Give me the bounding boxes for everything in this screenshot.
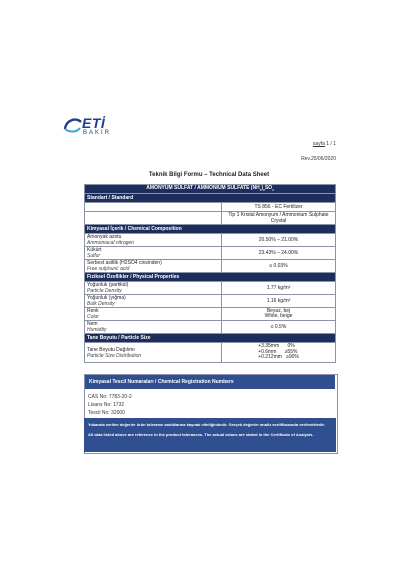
notes-box bbox=[84, 418, 336, 452]
page-number: sayfa 1 / 1 bbox=[312, 141, 336, 147]
row-label-tr: Kükürt bbox=[87, 247, 102, 253]
table-row bbox=[85, 321, 336, 334]
row-value: 20.50% – 21.00% bbox=[222, 234, 336, 247]
row-value: Beyaz, bej White, beige bbox=[264, 307, 293, 319]
row-label-tr: Tane Boyutu Dağılımı bbox=[87, 346, 135, 353]
standard-value: Tip 1 Kristal Amonyum / Ammonium Sulphate Crystal bbox=[222, 212, 336, 225]
row-label-en: Color bbox=[87, 314, 99, 320]
row-label-en: Bulk Density bbox=[87, 301, 115, 307]
row-label-en: Ammoniacal nitrogen bbox=[87, 240, 134, 246]
logo-subtitle: BAKIR bbox=[83, 130, 112, 136]
table-row bbox=[85, 234, 336, 247]
row-label-en: Sulfur bbox=[87, 253, 101, 259]
table-row bbox=[85, 212, 336, 225]
product-title: AMONYUM SÜLFAT / AMMONIUM SULFATE $(NH_4)_2SO_4$ bbox=[85, 185, 336, 194]
table-row bbox=[85, 282, 336, 295]
row-value: 23.43% – 24.00% bbox=[222, 247, 336, 260]
logo-wordmark: ETİ bbox=[82, 115, 106, 131]
cas-number: CAS No: 7783-20-2 bbox=[88, 394, 132, 400]
row-label-tr: Yoğunluk (yığma) bbox=[87, 295, 126, 301]
note-tr: Yukarıda verilen değerler ürün toleransı aralıklarına kaynak niteliğindedir. Gerçek değerler analiz sertifikasında verilmektedir. bbox=[88, 422, 325, 427]
row-value: ≤ 0.03% bbox=[222, 260, 336, 273]
table-row bbox=[85, 343, 336, 363]
document-title: Teknik Bilgi Formu – Technical Data Sheet bbox=[148, 172, 270, 178]
registration-number: Tescil No: 32000 bbox=[88, 410, 125, 416]
registration-header: Kimyasal Tescil Numaraları / Chemical Registration Numbers bbox=[85, 375, 335, 389]
section-particle: Tane Boyutu / Particle Size bbox=[85, 334, 336, 343]
row-label-tr: Nem bbox=[87, 321, 98, 327]
table-row bbox=[85, 247, 336, 260]
section-standard: Standart / Standard bbox=[85, 194, 336, 203]
row-label-tr: Renk bbox=[87, 308, 99, 314]
row-label-tr: Yoğunluk (partikül) bbox=[87, 282, 129, 288]
row-label-en: Humidity bbox=[87, 327, 107, 333]
row-label-en: Free sulphuric acid bbox=[87, 266, 130, 272]
revision-date: Rev.25/06/2020 bbox=[301, 156, 336, 162]
row-value: ≤ 0.5% bbox=[222, 321, 336, 334]
data-sheet-table bbox=[84, 184, 336, 363]
row-value: 1.16 kg/m³ bbox=[222, 295, 336, 308]
standard-value: TS 856 - EC Fertilizer bbox=[222, 203, 336, 212]
row-label-tr: Amonyak azotu bbox=[87, 234, 122, 240]
row-value: 1.77 kg/m³ bbox=[222, 282, 336, 295]
table-row bbox=[85, 295, 336, 308]
table-row bbox=[85, 308, 336, 321]
row-label-en: Particle Density bbox=[87, 288, 122, 294]
table-row bbox=[85, 260, 336, 273]
row-label-tr: Serbest asitlik (H2SO4 cinsinden) bbox=[87, 260, 162, 266]
table-row bbox=[85, 203, 336, 212]
license-number: Lisans No: 1732 bbox=[88, 402, 125, 408]
row-value: +3.35mm 0% +0.6mm ≥55% +0.212mm ≥90% bbox=[258, 343, 299, 361]
row-label-en: Particle Size Distribution bbox=[87, 352, 142, 359]
section-chemical: Kimyasal İçerik / Chemical Composition bbox=[85, 225, 336, 234]
note-en: All data listed above are reference to the product tolerances. The actual values are stated in the Certificate of Analysis. bbox=[88, 432, 314, 437]
company-logo-icon bbox=[62, 114, 84, 136]
section-physical: Fiziksel Özellikler / Physical Properties bbox=[85, 273, 336, 282]
